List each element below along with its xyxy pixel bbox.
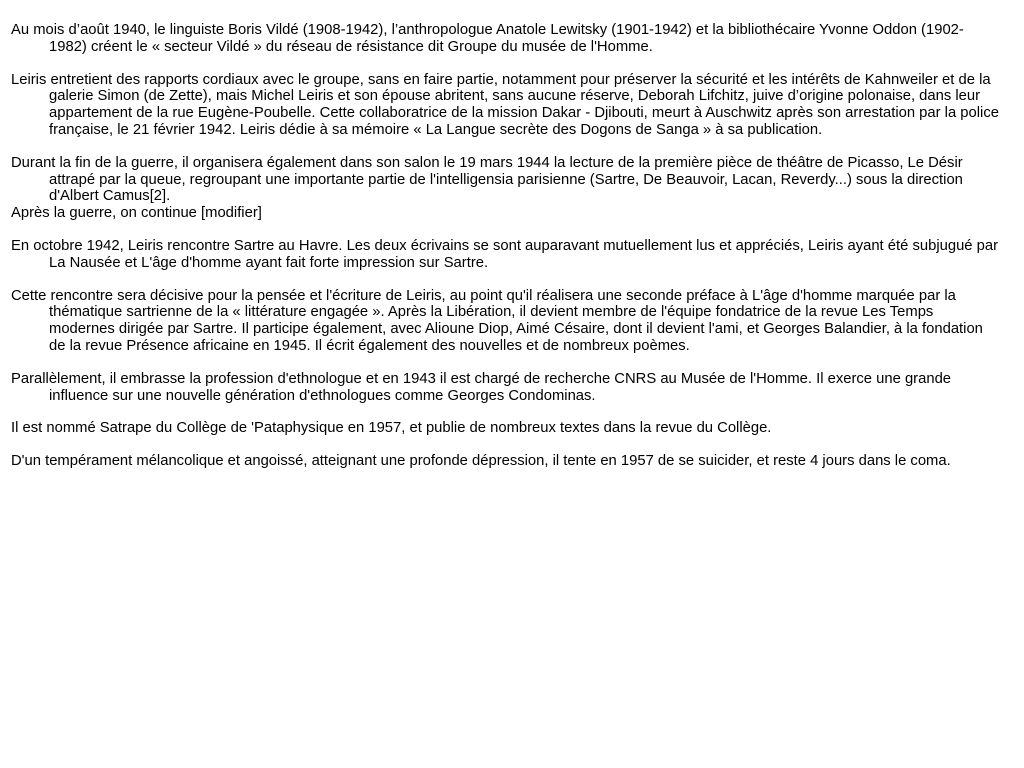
paragraph-decisive-meeting: Cette rencontre sera décisive pour la pensée et l'écriture de Leiris, au point qu'il réalisera une seconde préface à L'âge d'homme marquée par la thématique sartrienne de la « littérature engagée ». Après la Libération, il devient membre de l'équipe fondatrice de la revue Les Temps modernes dirigée par Sartre. Il participe également, avec Alioune Diop, Aimé Césaire, dont il devient l'ami, et Georges Balandier, à la fondation de la revue Présence africaine en 1945. Il écrit également des nouvelles et de nombreux poèmes. [11,287,983,354]
section-heading-after-war: Après la guerre, on continue [modifier] [11,205,262,222]
paragraph-pataphysique: Il est nommé Satrape du Collège de 'Pataphysique en 1957, et publie de nombreux textes dans la revue du Collège. [11,420,772,437]
paragraph-resistance-network: Au mois d’août 1940, le linguiste Boris Vildé (1908-1942), l’anthropologue Anatole Lewitsky (1901-1942) et la bibliothécaire Yvonne Oddon (1902-1982) créent le « secteur Vildé » du réseau de résistance dit Groupe du musée de l'Homme. [11,22,964,55]
paragraph-ethnologist: Parallèlement, il embrasse la profession d'ethnologue et en 1943 il est chargé de recherche CNRS au Musée de l'Homme. Il exerce une grande influence sur une nouvelle génération d'ethnologues comme Georges Condominas. [11,370,952,404]
paragraph-leiris-relations: Leiris entretient des rapports cordiaux avec le groupe, sans en faire partie, notamment pour préserver la sécurité et les intérêts de Kahnweiler et de la galerie Simon (de Zette), mais Michel Leiris et son épouse abritent, sans aucune réserve, Deborah Lifchitz, juive d’origine polonaise, dans leur appartement de la rue Eugène-Poubelle. Cette collaboratrice de la mission Dakar - Djibouti, meurt à Auschwitz après son arrestation par la police française, le 21 février 1942. Leiris dédie à sa mémoire « La Langue secrète des Dogons de Sanga » à sa publication. [11,71,999,138]
paragraph-end-of-war: Durant la fin de la guerre, il organisera également dans son salon le 19 mars 1944 la lecture de la première pièce de théâtre de Picasso, Le Désir attrapé par la queue, regroupant une importante partie de l'intelligensia parisienne (Sartre, De Beauvoir, Lacan, Reverdy...) sous la direction d'Albert Camus[2]. [11,154,963,205]
paragraph-depression: D'un tempérament mélancolique et angoissé, atteignant une profonde dépression, il tente en 1957 de se suicider, et reste 4 jours dans le coma. [11,453,951,470]
paragraph-meeting-sartre: En octobre 1942, Leiris rencontre Sartre au Havre. Les deux écrivains se sont auparavant mutuellement lus et appréciés, Leiris ayant été subjugué par La Nausée et L'âge d'homme ayant fait forte impression sur Sartre. [11,237,999,271]
